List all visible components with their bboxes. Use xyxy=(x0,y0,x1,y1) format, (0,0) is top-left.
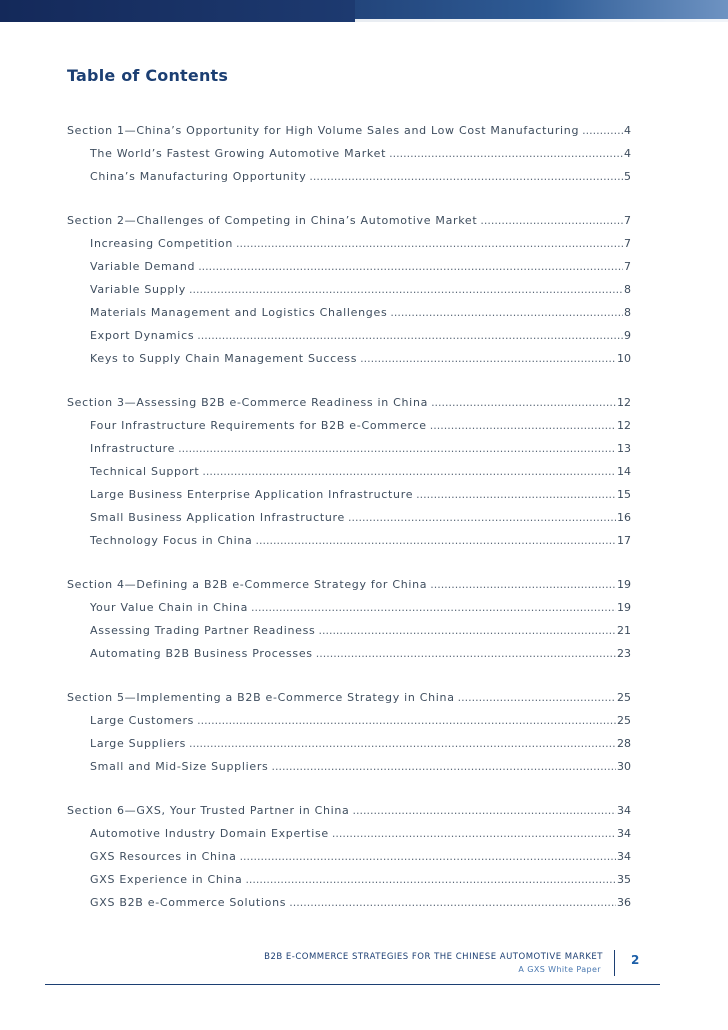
table-of-contents xyxy=(67,124,631,919)
toc-section-entry[interactable] xyxy=(67,396,631,419)
toc-subsection-entry[interactable] xyxy=(67,760,631,783)
toc-entry-page: 34 xyxy=(617,804,631,817)
toc-entry-label: China’s Manufacturing Opportunity xyxy=(90,170,307,183)
toc-entry-page: 16 xyxy=(617,511,631,524)
toc-entry-page: 9 xyxy=(624,329,631,342)
header-band-left xyxy=(0,0,355,22)
toc-section-entry[interactable] xyxy=(67,804,631,827)
toc-subsection-entry[interactable] xyxy=(67,827,631,850)
dot-leader xyxy=(189,737,616,750)
dot-leader xyxy=(245,873,616,886)
dot-leader xyxy=(431,396,616,409)
footer-rule xyxy=(45,984,660,985)
header-band xyxy=(0,0,728,22)
footer-title: B2B E-COMMERCE STRATEGIES FOR THE CHINESE AUTOMOTIVE MARKET xyxy=(264,952,603,962)
toc-entry-page: 7 xyxy=(624,214,631,227)
dot-leader xyxy=(251,601,616,614)
toc-section-entry[interactable] xyxy=(67,124,631,147)
toc-section-entry[interactable] xyxy=(67,214,631,237)
toc-entry-page: 34 xyxy=(617,827,631,840)
dot-leader xyxy=(430,419,616,432)
dot-leader xyxy=(430,578,616,591)
toc-subsection-entry[interactable] xyxy=(67,147,631,170)
dot-leader xyxy=(271,760,616,773)
section-gap xyxy=(67,670,631,691)
section-gap xyxy=(67,783,631,804)
dot-leader xyxy=(360,352,616,365)
toc-entry-label: Your Value Chain in China xyxy=(90,601,249,614)
toc-subsection-entry[interactable] xyxy=(67,329,631,352)
toc-entry-label: Automating B2B Business Processes xyxy=(90,647,313,660)
toc-entry-label: Keys to Supply Chain Management Success xyxy=(90,352,358,365)
page-number: 2 xyxy=(631,953,640,967)
toc-subsection-entry[interactable] xyxy=(67,283,631,306)
toc-entry-page: 30 xyxy=(617,760,631,773)
toc-entry-label: Small and Mid-Size Suppliers xyxy=(90,760,269,773)
toc-entry-label: Section 2—Challenges of Competing in China’s Automotive Market xyxy=(67,214,478,227)
dot-leader xyxy=(348,511,616,524)
toc-entry-label: Section 1—China’s Opportunity for High Volume Sales and Low Cost Manufacturing xyxy=(67,124,580,137)
toc-subsection-entry[interactable] xyxy=(67,624,631,647)
toc-entry-label: Variable Supply xyxy=(90,283,187,296)
toc-entry-label: Infrastructure xyxy=(90,442,176,455)
page-footer xyxy=(0,945,728,1005)
toc-entry-page: 21 xyxy=(617,624,631,637)
dot-leader xyxy=(189,283,623,296)
dot-leader xyxy=(202,465,616,478)
toc-entry-page: 23 xyxy=(617,647,631,660)
dot-leader xyxy=(316,647,616,660)
toc-subsection-entry[interactable] xyxy=(67,737,631,760)
toc-entry-label: Increasing Competition xyxy=(90,237,234,250)
section-gap xyxy=(67,375,631,396)
toc-entry-page: 19 xyxy=(617,601,631,614)
toc-subsection-entry[interactable] xyxy=(67,647,631,670)
dot-leader xyxy=(389,147,623,160)
dot-leader xyxy=(480,214,623,227)
dot-leader xyxy=(352,804,616,817)
toc-entry-label: Export Dynamics xyxy=(90,329,195,342)
header-band-rule xyxy=(355,19,728,22)
dot-leader xyxy=(458,691,616,704)
toc-entry-label: Variable Demand xyxy=(90,260,196,273)
toc-entry-label: Section 3—Assessing B2B e-Commerce Readiness in China xyxy=(67,396,429,409)
toc-entry-page: 10 xyxy=(617,352,631,365)
toc-entry-page: 15 xyxy=(617,488,631,501)
toc-section-entry[interactable] xyxy=(67,578,631,601)
toc-entry-page: 14 xyxy=(617,465,631,478)
section-gap xyxy=(67,193,631,214)
toc-entry-page: 19 xyxy=(617,578,631,591)
toc-entry-page: 35 xyxy=(617,873,631,886)
dot-leader xyxy=(582,124,623,137)
toc-entry-page: 5 xyxy=(624,170,631,183)
toc-subsection-entry[interactable] xyxy=(67,488,631,511)
dot-leader xyxy=(416,488,616,501)
toc-subsection-entry[interactable] xyxy=(67,260,631,283)
toc-entry-label: The World’s Fastest Growing Automotive Market xyxy=(90,147,387,160)
toc-entry-page: 8 xyxy=(624,306,631,319)
toc-entry-label: Four Infrastructure Requirements for B2B e-Commerce xyxy=(90,419,427,432)
toc-entry-page: 25 xyxy=(617,691,631,704)
toc-entry-page: 12 xyxy=(617,419,631,432)
dot-leader xyxy=(332,827,616,840)
dot-leader xyxy=(198,260,623,273)
toc-entry-label: GXS Resources in China xyxy=(90,850,237,863)
dot-leader xyxy=(178,442,616,455)
toc-entry-label: Large Customers xyxy=(90,714,195,727)
toc-entry-label: Small Business Application Infrastructure xyxy=(90,511,345,524)
toc-entry-page: 13 xyxy=(617,442,631,455)
page-title: Table of Contents xyxy=(67,66,229,85)
toc-subsection-entry[interactable] xyxy=(67,534,631,557)
toc-entry-page: 34 xyxy=(617,850,631,863)
dot-leader xyxy=(197,714,616,727)
toc-subsection-entry[interactable] xyxy=(67,352,631,375)
toc-subsection-entry[interactable] xyxy=(67,896,631,919)
toc-subsection-entry[interactable] xyxy=(67,873,631,896)
toc-entry-page: 12 xyxy=(617,396,631,409)
footer-subtitle: A GXS White Paper xyxy=(518,965,601,974)
section-gap xyxy=(67,557,631,578)
toc-subsection-entry[interactable] xyxy=(67,511,631,534)
toc-entry-page: 4 xyxy=(624,147,631,160)
toc-entry-page: 25 xyxy=(617,714,631,727)
toc-entry-label: Materials Management and Logistics Challenges xyxy=(90,306,388,319)
toc-entry-label: Technical Support xyxy=(90,465,200,478)
toc-subsection-entry[interactable] xyxy=(67,237,631,260)
toc-subsection-entry[interactable] xyxy=(67,714,631,737)
toc-entry-label: Large Suppliers xyxy=(90,737,186,750)
toc-subsection-entry[interactable] xyxy=(67,306,631,329)
dot-leader xyxy=(390,306,623,319)
toc-entry-page: 17 xyxy=(617,534,631,547)
toc-section-entry[interactable] xyxy=(67,691,631,714)
toc-subsection-entry[interactable] xyxy=(67,442,631,465)
toc-subsection-entry[interactable] xyxy=(67,850,631,873)
toc-entry-label: Large Business Enterprise Application Infrastructure xyxy=(90,488,414,501)
toc-entry-label: Automotive Industry Domain Expertise xyxy=(90,827,329,840)
footer-divider xyxy=(614,950,615,976)
dot-leader xyxy=(240,850,616,863)
toc-entry-label: Section 4—Defining a B2B e-Commerce Strategy for China xyxy=(67,578,428,591)
toc-subsection-entry[interactable] xyxy=(67,170,631,193)
toc-entry-page: 7 xyxy=(624,237,631,250)
toc-entry-label: Technology Focus in China xyxy=(90,534,253,547)
dot-leader xyxy=(289,896,616,909)
dot-leader xyxy=(318,624,616,637)
dot-leader xyxy=(255,534,616,547)
toc-entry-page: 36 xyxy=(617,896,631,909)
dot-leader xyxy=(309,170,623,183)
toc-entry-label: Section 6—GXS, Your Trusted Partner in China xyxy=(67,804,350,817)
dot-leader xyxy=(197,329,623,342)
toc-entry-page: 8 xyxy=(624,283,631,296)
toc-subsection-entry[interactable] xyxy=(67,465,631,488)
toc-entry-page: 28 xyxy=(617,737,631,750)
toc-subsection-entry[interactable] xyxy=(67,601,631,624)
toc-subsection-entry[interactable] xyxy=(67,419,631,442)
toc-entry-label: Assessing Trading Partner Readiness xyxy=(90,624,316,637)
toc-entry-page: 7 xyxy=(624,260,631,273)
toc-entry-page: 4 xyxy=(624,124,631,137)
toc-entry-label: GXS Experience in China xyxy=(90,873,243,886)
dot-leader xyxy=(236,237,623,250)
toc-entry-label: Section 5—Implementing a B2B e-Commerce Strategy in China xyxy=(67,691,455,704)
toc-entry-label: GXS B2B e-Commerce Solutions xyxy=(90,896,287,909)
